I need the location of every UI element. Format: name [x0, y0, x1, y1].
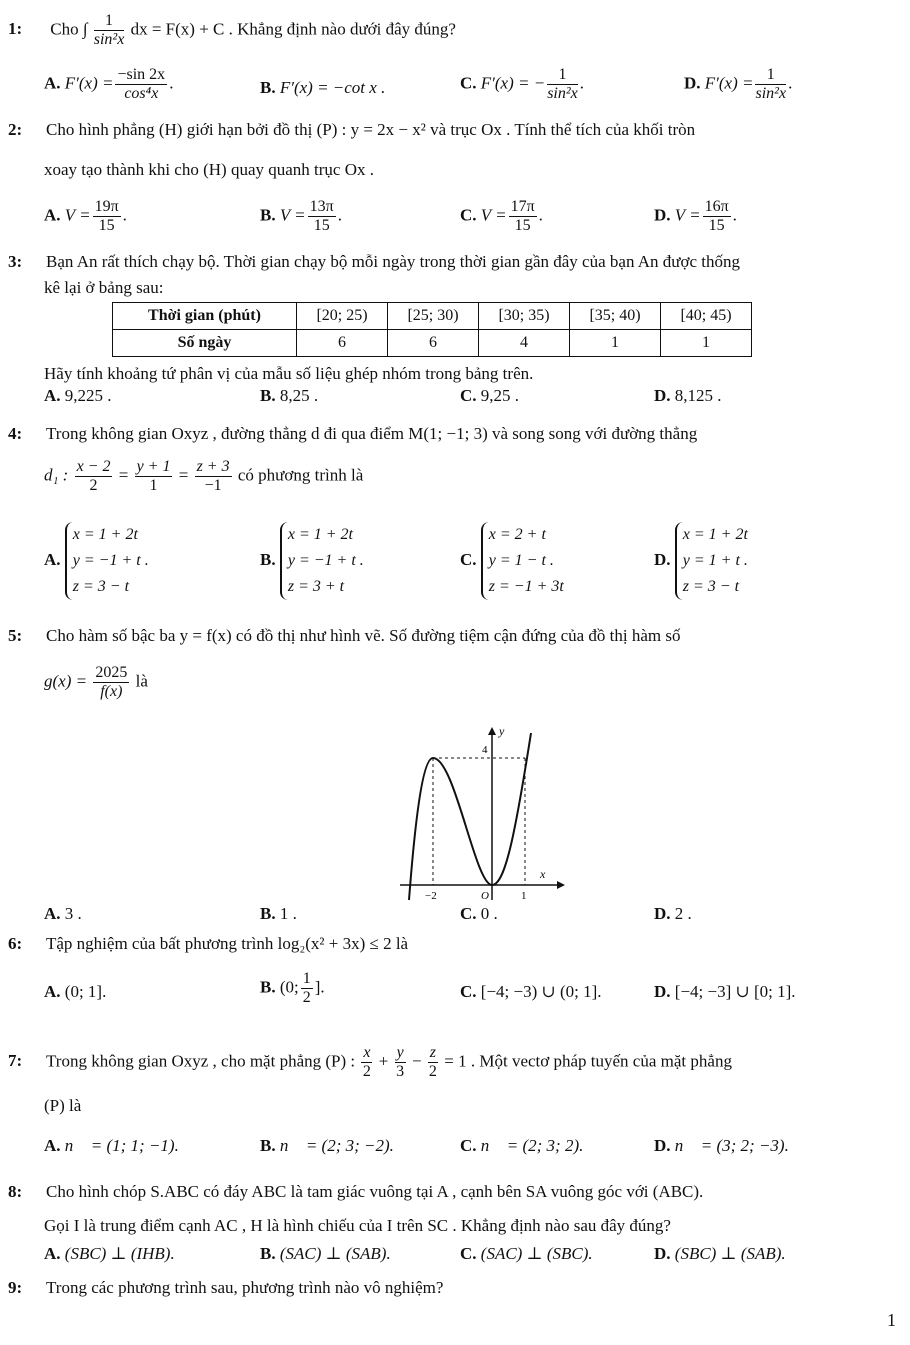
table-row: Số ngày 6 6 4 1 1: [113, 330, 752, 357]
option-b: B. (0; $\frac{1}{2}$ ].: [260, 970, 325, 1006]
option-c: C. [−4; −3) ∪ (0; 1].: [460, 982, 602, 1001]
option-d: D. 2 .: [654, 904, 692, 923]
option-d: D. V = $\frac{16\pi}{15}$ .: [654, 198, 737, 234]
option-c: C. n⃗ = (2; 3; 2).: [460, 1136, 584, 1155]
option-d: D. (SBC) ⊥ (SAB).: [654, 1244, 786, 1263]
option-d: D. 8,125 .: [654, 386, 722, 405]
option-c: C. 0 .: [460, 904, 498, 923]
option-a: A. 9,225 .: [44, 386, 112, 405]
option-b: B. n⃗ = (2; 3; −2).: [260, 1136, 394, 1155]
option-b: B. 8,25 .: [260, 386, 319, 405]
option-a: A. F′(x) = $\frac{-\sin 2x}{\text{cos⁴x}}$ .: [44, 66, 174, 102]
option-b: B. x = 1 + 2t y = −1 + t . z = 3 + t: [260, 522, 364, 600]
option-d: D. n⃗ = (3; 2; −3).: [654, 1136, 789, 1155]
x-label: x: [540, 867, 546, 881]
option-c: C. (SAC) ⊥ (SBC).: [460, 1244, 593, 1263]
option-c: C. 9,25 .: [460, 386, 520, 405]
page-number: 1: [887, 1310, 896, 1330]
option-a: A. 3 .: [44, 904, 82, 923]
table-row: Thời gian (phút) [20; 25) [25; 30) [30; 35) [35; 40) [40; 45): [113, 303, 752, 330]
option-b: B. F′(x) = −cot x .: [260, 78, 386, 97]
tick-origin: O: [481, 890, 489, 902]
option-b: B. V = $\frac{13\pi}{15}$ .: [260, 198, 342, 234]
y-label: y: [499, 725, 505, 738]
option-a: A. V = $\frac{19\pi}{15}$ .: [44, 198, 127, 234]
tick-1: 1: [521, 890, 527, 902]
y-axis-arrow: [488, 727, 496, 735]
tick-4: 4: [482, 744, 488, 756]
option-c: C. x = 2 + t y = 1 − t . z = −1 + 3t: [460, 522, 564, 600]
option-c: C. F′(x) = − $\frac{1}{\text{sin²x}}$ .: [460, 66, 585, 102]
question-1-stem: 1: Cho ∫ $\frac{1}{\text{sin²x}}$ dx = F(x) + C . Khẳng định nào dưới đây đúng?: [8, 12, 456, 48]
option-b: B. (SAC) ⊥ (SAB).: [260, 1244, 391, 1263]
option-c: C. V = $\frac{17\pi}{15}$ .: [460, 198, 543, 234]
cubic-graph: [395, 725, 565, 903]
option-a: A. (0; 1].: [44, 982, 107, 1001]
tick-minus-2: −2: [425, 890, 437, 902]
option-a: A. x = 1 + 2t y = −1 + t . z = 3 − t: [44, 522, 149, 600]
option-a: A. (SBC) ⊥ (IHB).: [44, 1244, 175, 1263]
x-axis-arrow: [557, 881, 565, 889]
option-d: D. [−4; −3] ∪ [0; 1].: [654, 982, 796, 1001]
option-d: D. F′(x) = $\frac{1}{\text{sin²x}}$ .: [684, 66, 793, 102]
option-d: D. x = 1 + 2t y = 1 + t . z = 3 − t: [654, 522, 748, 600]
option-b: B. 1 .: [260, 904, 297, 923]
frequency-table: [112, 302, 752, 357]
option-a: A. n⃗ = (1; 1; −1).: [44, 1136, 179, 1155]
fraction: $\frac{1}{\text{sin²x}}$: [93, 12, 125, 48]
